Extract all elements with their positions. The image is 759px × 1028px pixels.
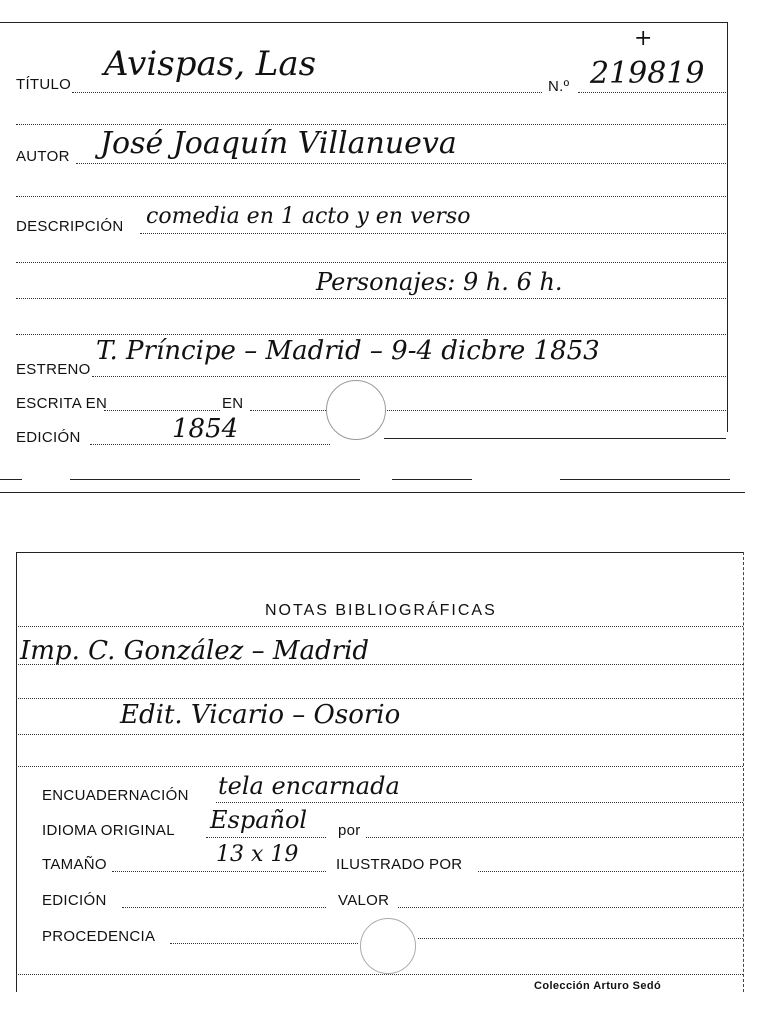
top-catalog-card <box>0 0 759 495</box>
notas-heading: NOTAS BIBLIOGRÁFICAS <box>265 602 497 619</box>
valor-line <box>398 907 743 908</box>
por-line <box>366 837 743 838</box>
bottom-card-last-rule <box>16 974 743 975</box>
valor-label: VALOR <box>338 892 390 909</box>
idioma-line <box>206 837 326 838</box>
tamano-value: 13 x 19 <box>216 842 299 867</box>
descripcion-label: DESCRIPCIÓN <box>16 218 124 235</box>
procedencia-line-right <box>418 938 743 939</box>
autor-label: AUTOR <box>16 148 70 165</box>
autor-line <box>76 163 726 164</box>
escrita-en-line <box>104 410 220 411</box>
descripcion-value: comedia en 1 acto y en verso <box>146 204 471 229</box>
note-rule-4 <box>16 766 743 767</box>
top-blank-line-3 <box>16 262 726 263</box>
en-label: EN <box>222 395 244 412</box>
por-label: por <box>338 822 361 839</box>
estreno-label: ESTRENO <box>16 361 91 378</box>
encuadernacion-line <box>216 802 743 803</box>
procedencia-line <box>170 943 358 944</box>
numero-mark: + <box>634 26 653 51</box>
bottom-card-right-border <box>743 552 744 992</box>
edicion-value: 1854 <box>172 414 239 444</box>
edicion-line-right <box>384 438 726 439</box>
procedencia-label: PROCEDENCIA <box>42 928 156 945</box>
top-card-lower-rule-2 <box>70 479 360 480</box>
edicion-line <box>90 444 330 445</box>
encuadernacion-label: ENCUADERNACIÓN <box>42 787 189 804</box>
top-card-lower-rule-4 <box>560 479 730 480</box>
top-card-right-border <box>727 22 728 432</box>
estreno-line <box>92 376 726 377</box>
autor-value: José Joaquín Villanueva <box>100 126 457 161</box>
notas-line <box>16 626 743 627</box>
descripcion-line <box>140 233 726 234</box>
ilustrado-line <box>478 871 743 872</box>
top-card-lower-rule-3 <box>392 479 472 480</box>
numero-line <box>578 92 726 93</box>
top-card-lower-rule <box>0 479 22 480</box>
titulo-label: TÍTULO <box>16 76 72 93</box>
top-blank-line-5 <box>16 334 726 335</box>
encuadernacion-value: tela encarnada <box>218 772 400 800</box>
edicion-bottom-line <box>122 907 326 908</box>
escrita-en-label: ESCRITA EN <box>16 395 108 412</box>
titulo-value: Avispas, Las <box>104 44 317 84</box>
en-line <box>250 410 726 411</box>
bottom-card-left-border <box>16 552 17 992</box>
estreno-value: T. Príncipe – Madrid – 9-4 dicbre 1853 <box>96 336 600 366</box>
idioma-value: Español <box>210 806 308 834</box>
ilustrado-label: ILUSTRADO POR <box>336 856 463 873</box>
coleccion-footer: Colección Arturo Sedó <box>534 980 662 992</box>
titulo-line <box>72 92 542 93</box>
personajes-value: Personajes: 9 h. 6 h. <box>316 268 563 296</box>
note-line-1: Imp. C. González – Madrid <box>20 636 370 666</box>
note-rule-3 <box>16 734 743 735</box>
note-line-2: Edit. Vicario – Osorio <box>120 700 401 730</box>
note-rule-1 <box>16 664 743 665</box>
edicion-bottom-label: EDICIÓN <box>42 892 107 909</box>
top-blank-line-4 <box>16 298 726 299</box>
tamano-label: TAMAÑO <box>42 856 107 873</box>
punch-hole-bottom <box>360 918 416 974</box>
top-card-top-border <box>0 22 728 23</box>
numero-value: 219819 <box>590 56 705 91</box>
numero-label: N.º <box>548 78 570 95</box>
top-blank-line-2 <box>16 196 726 197</box>
bottom-catalog-card <box>0 540 759 1028</box>
top-blank-line-1 <box>16 124 726 125</box>
punch-hole <box>326 380 386 440</box>
top-card-bottom-border <box>0 492 745 493</box>
edicion-label: EDICIÓN <box>16 429 81 446</box>
tamano-line <box>112 871 326 872</box>
bottom-card-top-border <box>16 552 744 553</box>
idioma-label: IDIOMA ORIGINAL <box>42 822 175 839</box>
note-rule-2 <box>16 698 743 699</box>
